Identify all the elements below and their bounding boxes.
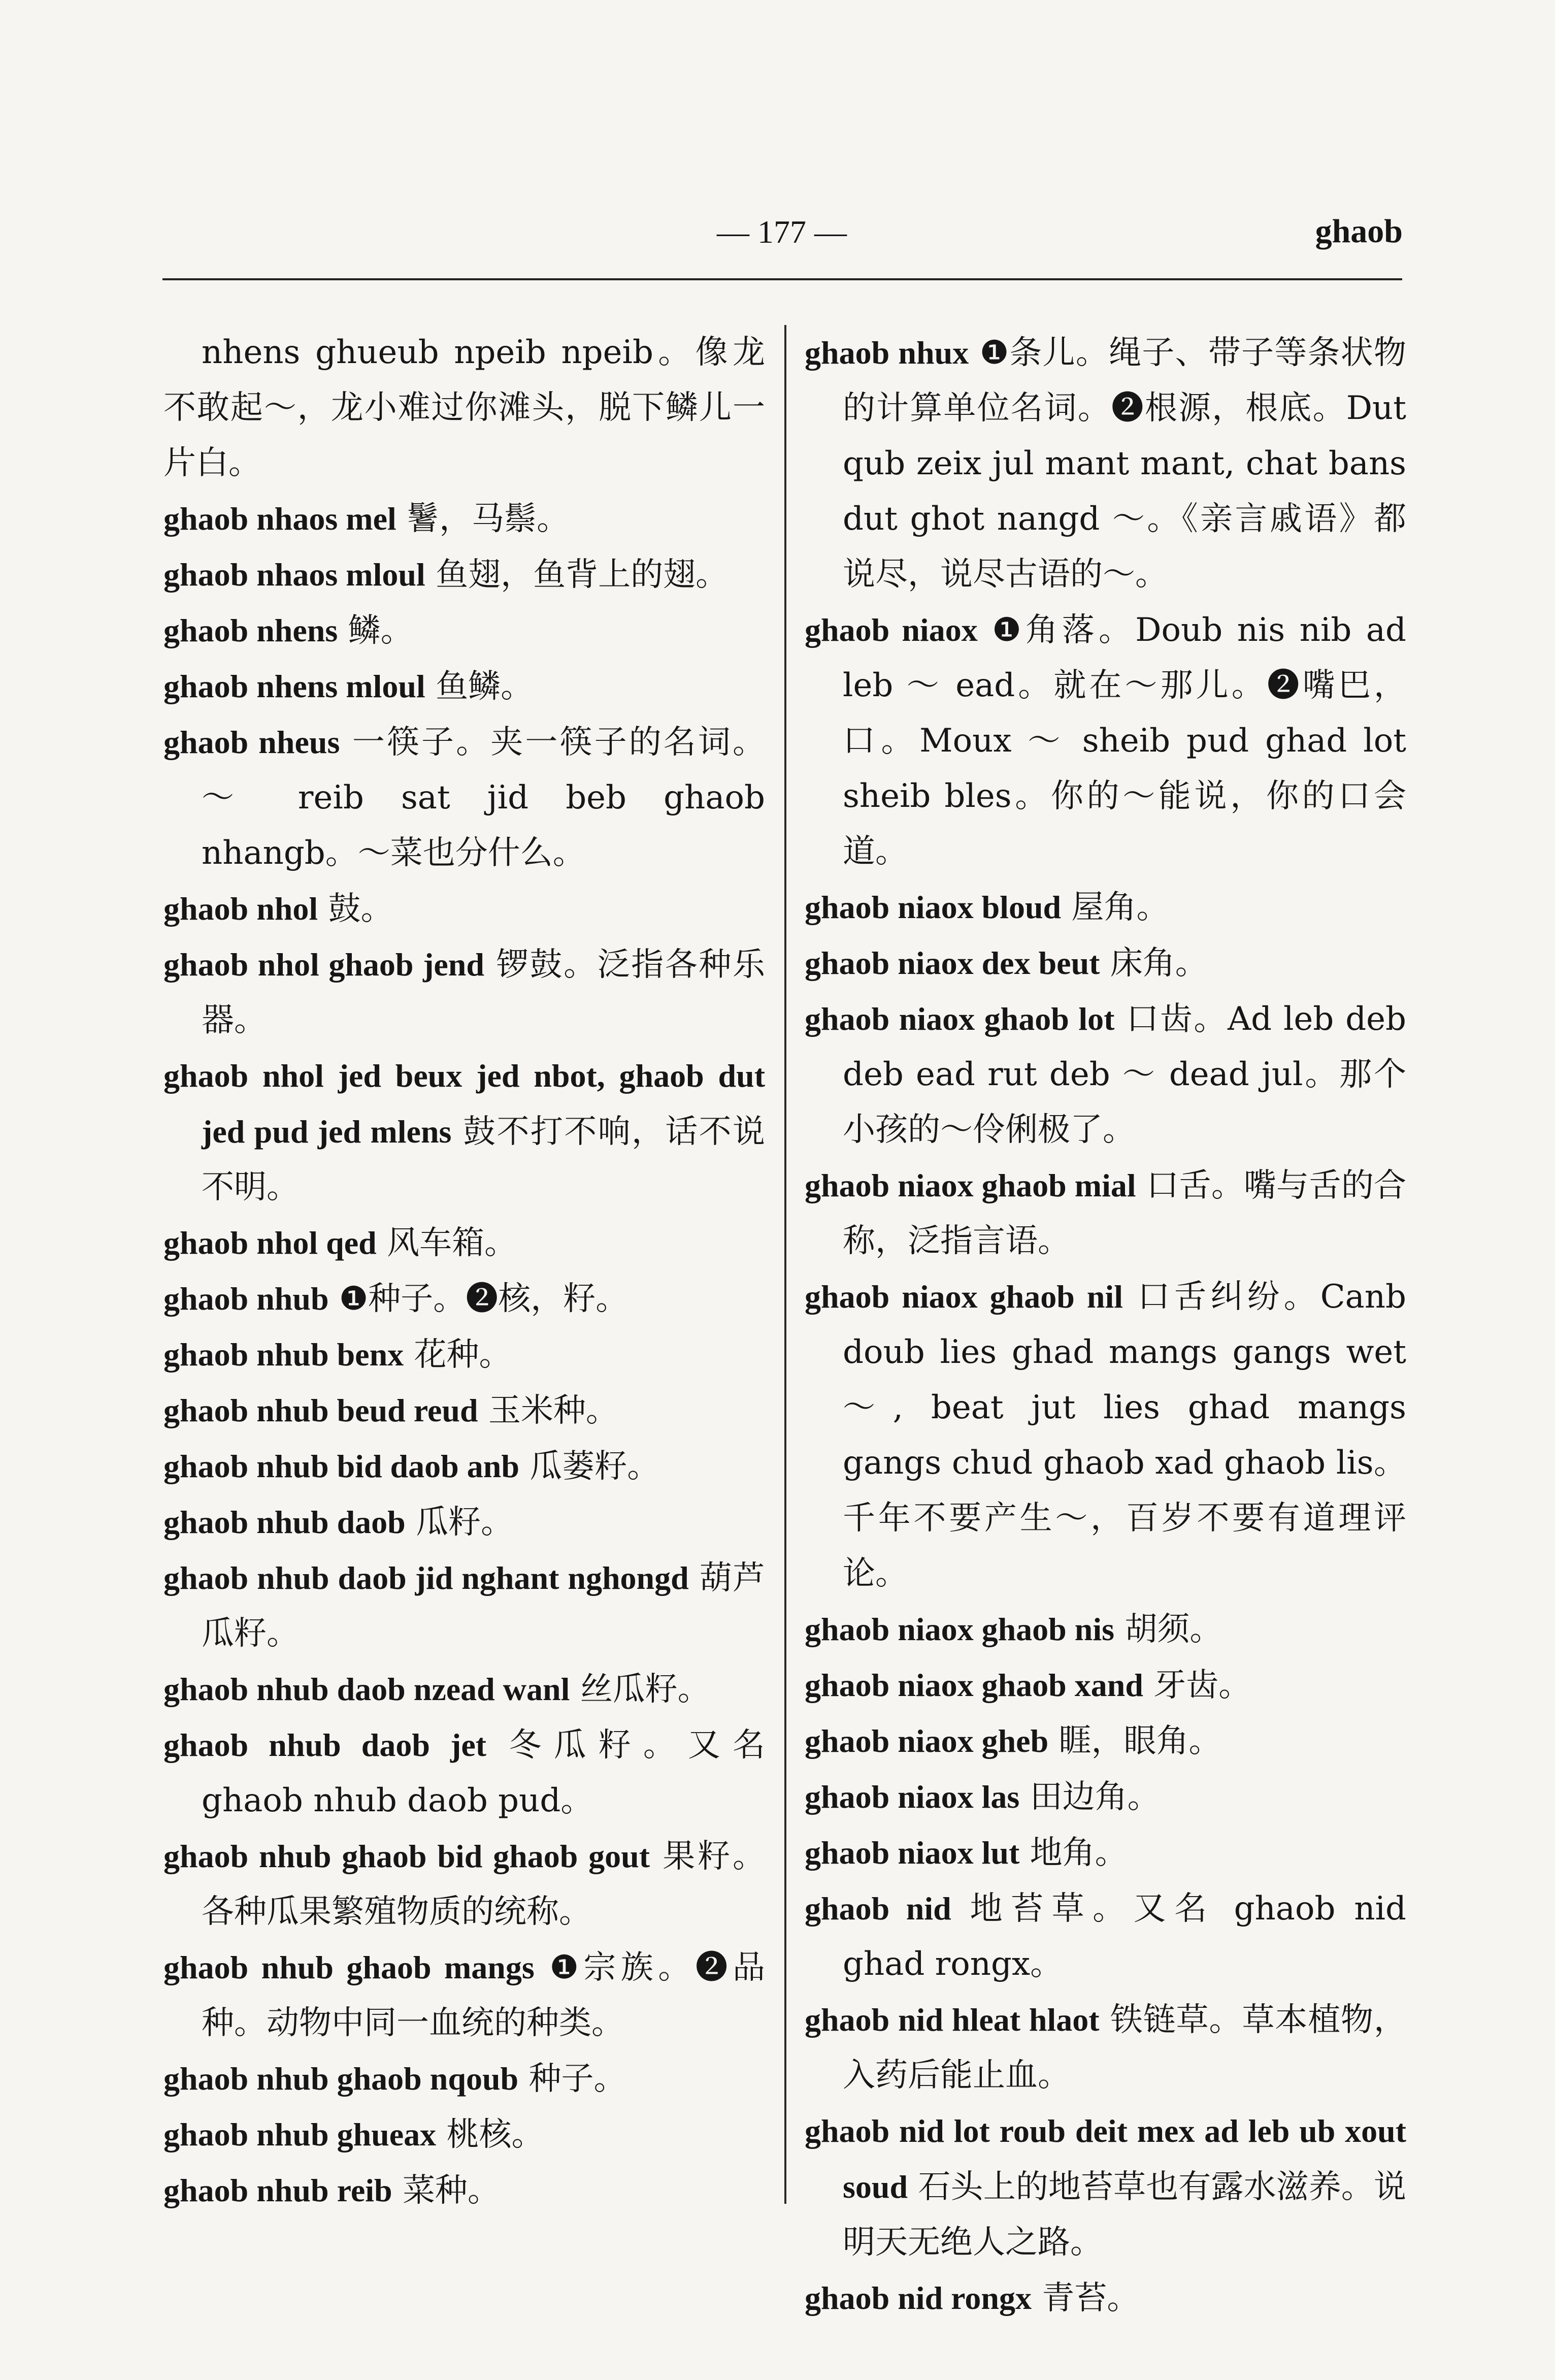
entry-definition: ❶条儿。绳子、带子等条状物的计算单位名词。❷根源，根底。Dut qub zeix jul mant mant, chat bans dut ghot nangd ～。《亲言戚语》都说尽，说尽古语的～。 (843, 334, 1407, 593)
entry-headword: ghaob nhub daob nzead wanl (163, 1671, 570, 1707)
entry-definition: 玉米种。 (488, 1392, 618, 1429)
dictionary-entry (163, 2107, 765, 2163)
dictionary-entry (805, 1881, 1406, 1992)
entry-headword: ghaob nhol (163, 891, 318, 927)
entry-definition: 鱼鳞。 (436, 668, 534, 705)
dictionary-entry (163, 1215, 765, 1271)
dictionary-entry (163, 1048, 765, 1215)
entry-headword: ghaob nid lot roub deit mex ad leb ub xout soud (805, 2113, 1406, 2205)
entry-headword: ghaob nhub beud reud (163, 1392, 478, 1428)
entry-definition: 一筷子。夹一筷子的名词。～ reib sat jid beb ghaob nhangb。～菜也分什么。 (202, 724, 766, 872)
entry-definition: ❶角落。Doub nis nib ad leb ～ ead。就在～那儿。❷嘴巴，口。Moux ～ sheib pud ghad lot sheib bles。你的～能说，你的口会道。 (843, 611, 1407, 870)
entry-definition: 桃核。 (446, 2116, 544, 2154)
dictionary-entry (163, 325, 765, 491)
running-head: ghaob (1315, 213, 1403, 250)
dictionary-entry (163, 937, 765, 1048)
entry-definition: 铁链草。草本植物，入药后能止血。 (843, 2001, 1407, 2094)
entry-definition: 鳞。 (348, 612, 413, 649)
entry-definition: 鼓不打不响，话不说不明。 (202, 1113, 766, 1206)
entry-definition: 锣鼓。泛指各种乐器。 (202, 946, 766, 1039)
dictionary-entry (163, 491, 765, 547)
dictionary-entry (163, 714, 765, 881)
entry-headword: ghaob nhub ghaob nqoub (163, 2061, 519, 2097)
entry-headword: ghaob nhub daob (163, 1504, 406, 1540)
entry-headword: ghaob niaox ghaob nil (805, 1279, 1123, 1315)
entry-headword: ghaob nid (805, 1890, 951, 1927)
entry-headword: ghaob niaox ghaob xand (805, 1667, 1143, 1703)
entry-definition: 种子。 (528, 2060, 626, 2098)
dictionary-entry (163, 2163, 765, 2219)
entry-definition: 屋角。 (1071, 889, 1169, 926)
dictionary-entry (805, 1269, 1406, 1602)
dictionary-entry (163, 881, 765, 937)
entry-definition: 牙齿。 (1153, 1667, 1251, 1704)
entry-headword: ghaob niaox (805, 612, 978, 648)
entry-definition: 丝瓜籽。 (580, 1671, 710, 1708)
entry-headword: ghaob niaox ghaob lot (805, 1001, 1115, 1037)
entry-definition: 鼓。 (328, 890, 393, 928)
entry-headword: ghaob nhub ghaob mangs (163, 1949, 535, 1985)
entry-headword: ghaob nhub ghaob bid ghaob gout (163, 1838, 650, 1874)
dictionary-entry (805, 1158, 1406, 1269)
entry-definition: 鬐，马鬃。 (407, 500, 570, 538)
entry-headword: ghaob nhub reib (163, 2172, 392, 2208)
entry-headword: ghaob nhens (163, 612, 338, 648)
dictionary-entry (805, 602, 1406, 879)
entry-headword: ghaob nhux (805, 335, 969, 371)
entry-definition: 胡须。 (1124, 1611, 1222, 1648)
entry-headword: ghaob nhub daob jid nghant nghongd (163, 1560, 689, 1596)
entry-definition: 果籽。各种瓜果繁殖物质的统称。 (202, 1838, 766, 1931)
entry-definition: 地苔草。又名 ghaob nid ghad rongx。 (843, 1890, 1406, 1983)
entry-headword: ghaob nhol qed (163, 1225, 377, 1261)
entry-headword: ghaob niaox bloud (805, 889, 1062, 925)
entry-headword: ghaob nhens mloul (163, 668, 425, 704)
entry-headword: ghaob niaox lut (805, 1835, 1020, 1871)
entry-definition: 地角。 (1030, 1834, 1128, 1872)
right-column (805, 325, 1406, 2326)
dictionary-entry (163, 1439, 765, 1494)
entry-headword: ghaob nhub bid daob anb (163, 1448, 519, 1484)
dictionary-entry (805, 879, 1406, 935)
entry-headword: ghaob nhol ghaob jend (163, 947, 484, 983)
left-column (163, 325, 765, 2219)
entry-definition: 口舌。嘴与舌的合称，泛指言语。 (843, 1167, 1407, 1260)
dictionary-entry (805, 325, 1406, 602)
entry-headword: ghaob nid rongx (805, 2280, 1032, 2316)
page-header (0, 0, 1555, 284)
dictionary-entry (163, 547, 765, 603)
dictionary-entry (805, 1992, 1406, 2103)
dictionary-entry (163, 1661, 765, 1717)
entry-headword: ghaob niaox dex beut (805, 945, 1100, 981)
dictionary-entry (805, 1825, 1406, 1881)
page-number: — 177 — (717, 214, 847, 250)
entry-headword: ghaob niaox ghaob mial (805, 1167, 1136, 1203)
entry-definition: 瓜籽。 (416, 1504, 514, 1541)
entry-definition: 菜种。 (402, 2172, 500, 2209)
dictionary-entry (163, 1494, 765, 1550)
entry-headword: ghaob niaox gheb (805, 1723, 1049, 1759)
entry-definition: 花种。 (414, 1336, 512, 1374)
entry-definition: 床角。 (1110, 944, 1208, 982)
dictionary-entry (805, 1657, 1406, 1713)
dictionary-entry (805, 1602, 1406, 1657)
entry-definition: 葫芦瓜籽。 (202, 1559, 766, 1652)
entry-headword: ghaob nhub daob jet (163, 1727, 487, 1763)
entry-definition: 睚，眼角。 (1058, 1722, 1221, 1760)
dictionary-entry (163, 1383, 765, 1439)
dictionary-entry (805, 1713, 1406, 1769)
entry-definition: nhens ghueub npeib npeib。像龙不敢起～，龙小难过你滩头，脱下鳞儿一片白。 (163, 334, 765, 482)
entry-definition: 风车箱。 (387, 1224, 517, 1262)
entry-definition: 冬瓜籽。又名 ghaob nhub daob pud。 (202, 1726, 766, 1819)
dictionary-entry (163, 2051, 765, 2107)
dictionary-entry (163, 1327, 765, 1383)
dictionary-entry (163, 659, 765, 714)
header-rule (162, 278, 1402, 280)
entry-definition: 瓜蒌籽。 (530, 1448, 660, 1485)
dictionary-entry (805, 991, 1406, 1158)
column-divider (784, 325, 786, 2204)
entry-headword: ghaob nhub benx (163, 1336, 404, 1373)
entry-headword: ghaob niaox las (805, 1779, 1020, 1815)
entry-headword: ghaob nid hleat hlaot (805, 2002, 1100, 2038)
dictionary-entry (163, 1717, 765, 1829)
entry-definition: ❶宗族。❷品种。动物中同一血统的种类。 (202, 1949, 766, 2042)
entry-definition: 田边角。 (1030, 1778, 1160, 1816)
entry-definition: 口齿。Ad leb deb deb ead rut deb ～ dead jul。那个小孩的～伶俐极了。 (843, 1000, 1407, 1149)
entry-definition: 石头上的地苔草也有露水滋养。说明天无绝人之路。 (843, 2168, 1407, 2261)
entry-headword: ghaob nhol jed beux jed nbot, ghaob dut jed pud jed mlens (163, 1058, 765, 1150)
entry-headword: ghaob nheus (163, 724, 340, 760)
dictionary-entry (805, 935, 1406, 991)
entry-definition: 青苔。 (1042, 2279, 1140, 2317)
dictionary-entry (805, 2270, 1406, 2326)
entry-headword: ghaob nhub (163, 1281, 329, 1317)
dictionary-entry (163, 1550, 765, 1661)
dictionary-entry (163, 1829, 765, 1940)
entry-headword: ghaob niaox ghaob nis (805, 1611, 1115, 1647)
dictionary-entry (805, 2103, 1406, 2270)
dictionary-entry (805, 1769, 1406, 1825)
entry-definition: ❶种子。❷核，籽。 (339, 1280, 628, 1318)
dictionary-entry (163, 1940, 765, 2051)
entry-definition: 鱼翅，鱼背上的翅。 (436, 556, 729, 594)
dictionary-entry (163, 603, 765, 659)
entry-headword: ghaob nhaos mloul (163, 557, 425, 593)
dictionary-entry (163, 1271, 765, 1327)
entry-headword: ghaob nhub ghueax (163, 2116, 437, 2153)
entry-definition: 口舌纠纷。Canb doub lies ghad mangs gangs wet ～, beat jut lies ghad mangs gangs chud ghaob xad ghaob lis。千年不要产生～，百岁不要有道理评论。 (843, 1278, 1407, 1592)
entry-headword: ghaob nhaos mel (163, 501, 396, 537)
